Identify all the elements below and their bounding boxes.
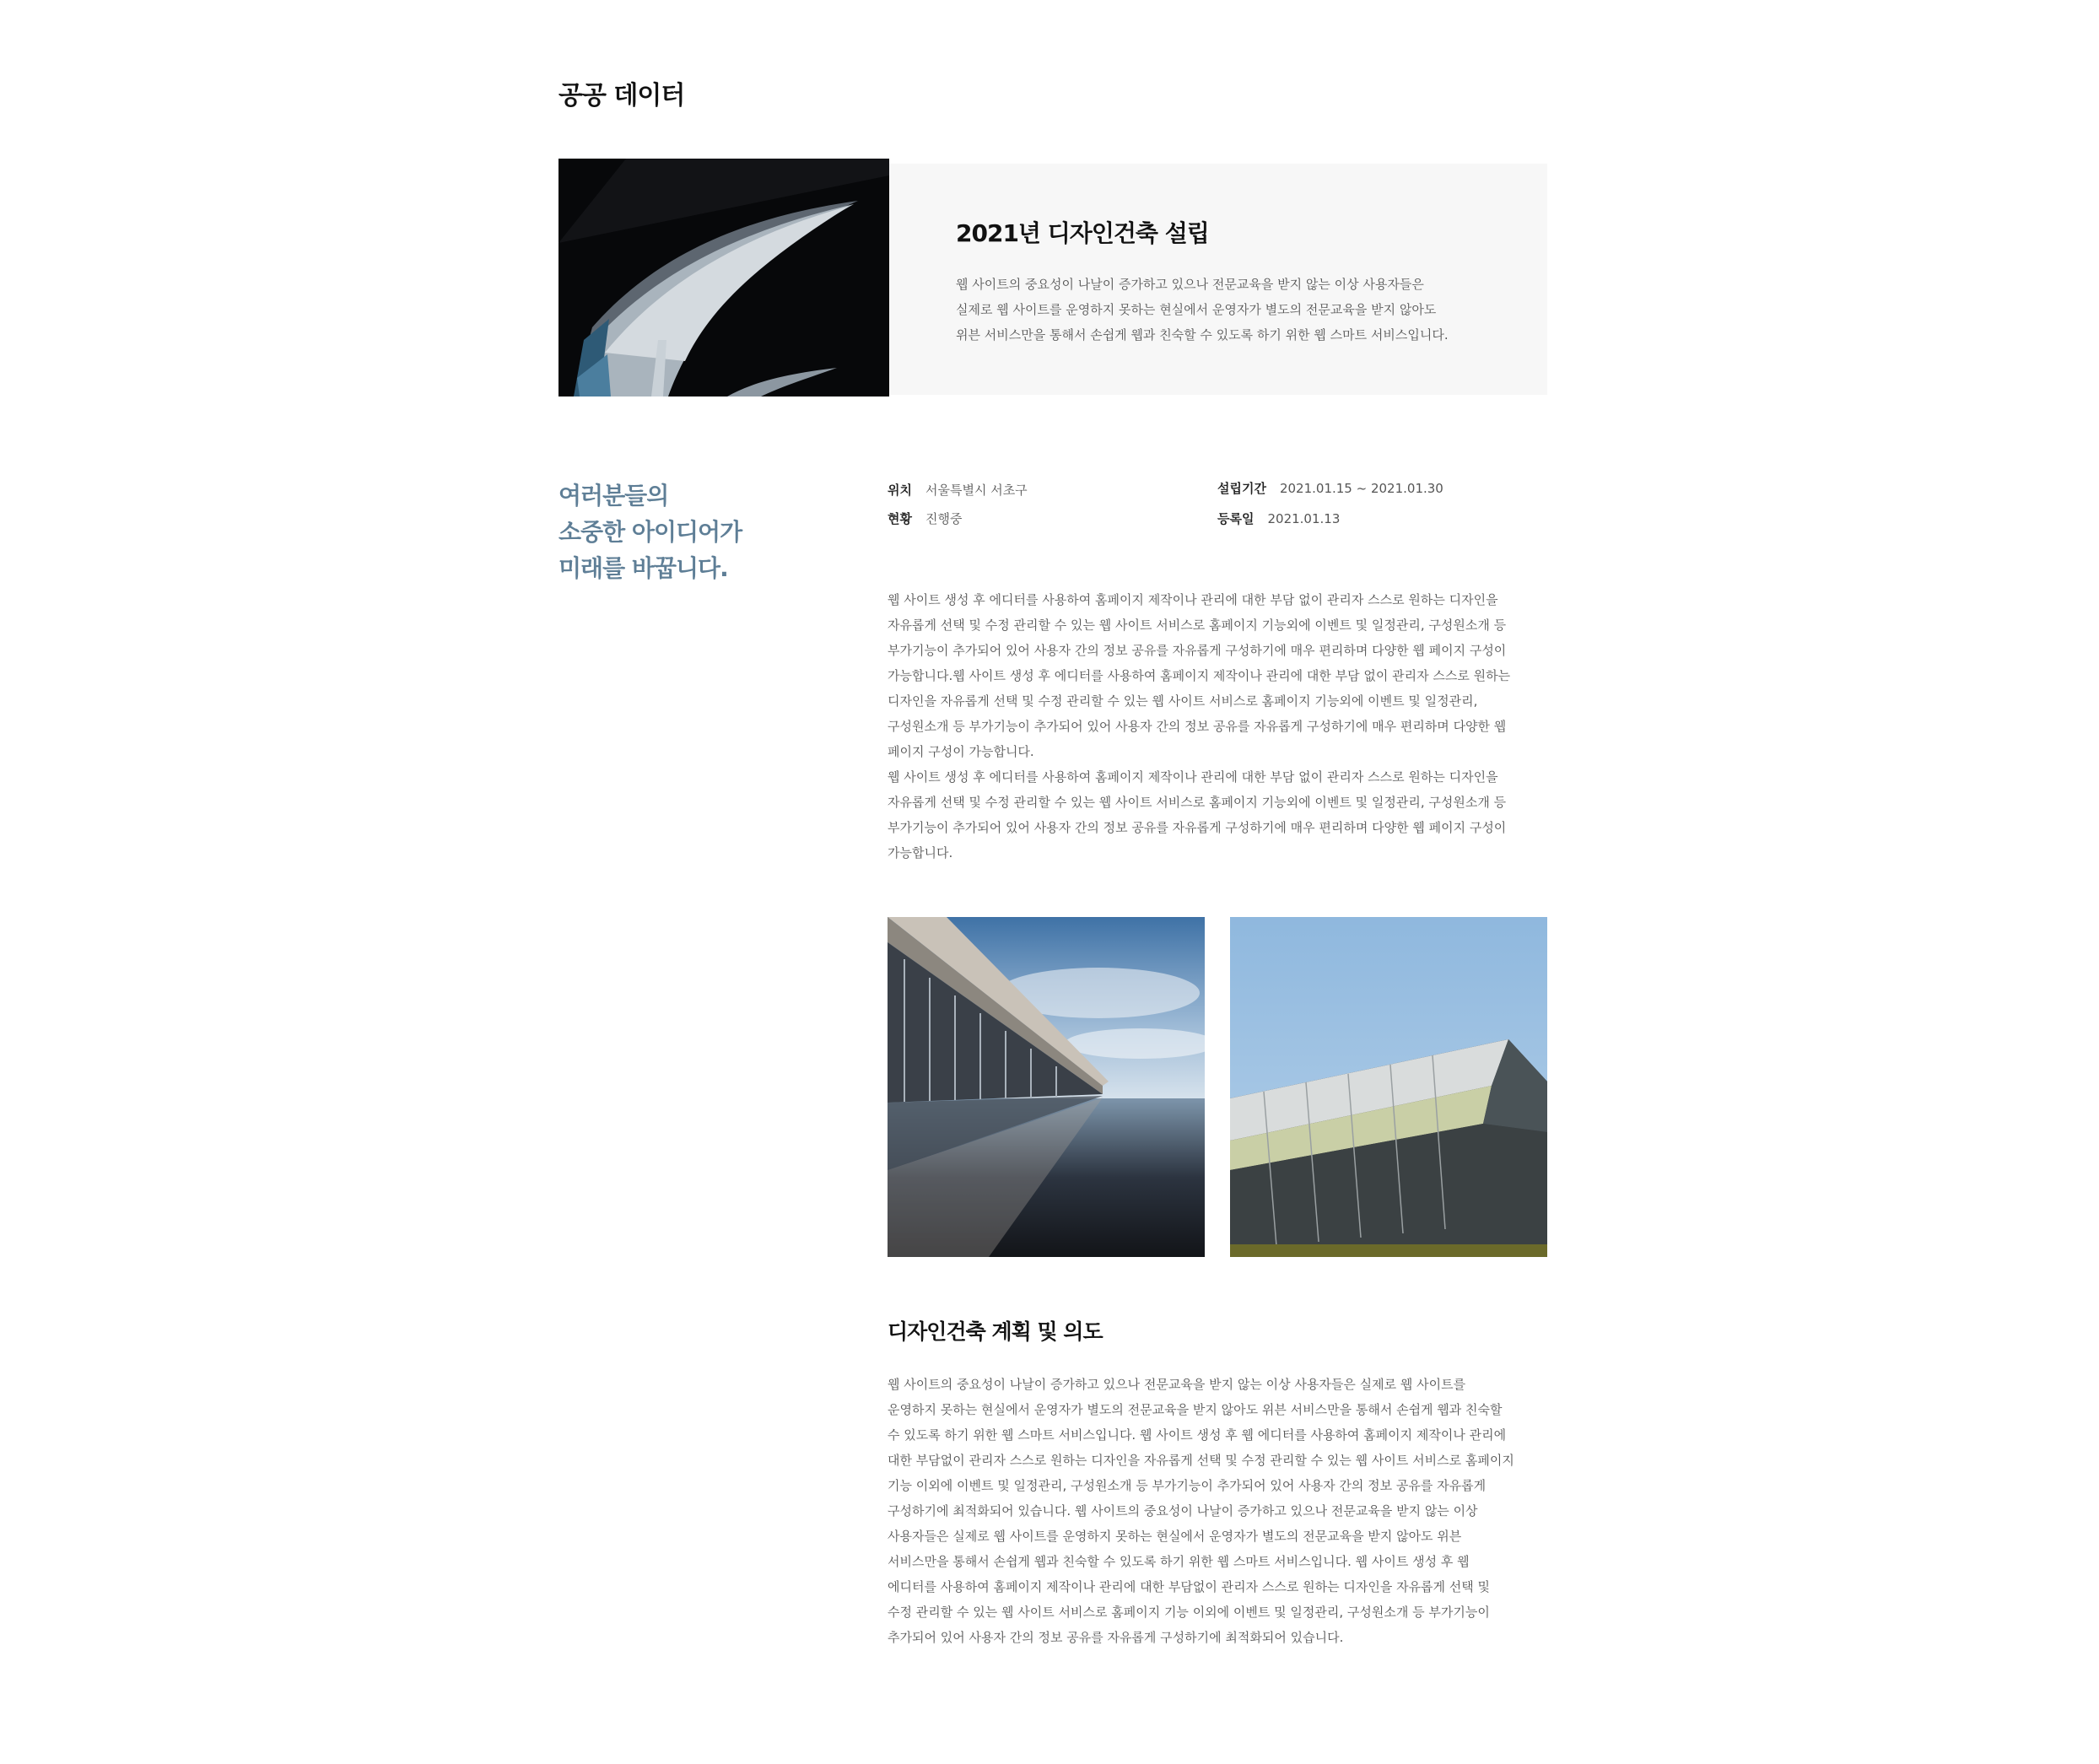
body-line: 가능합니다.웹 사이트 생성 후 에디터를 사용하여 홈페이지 제작이나 관리에 대한 부담 없이 관리자 스스로 원하는: [888, 668, 1511, 683]
hero-image: [558, 159, 889, 396]
info-period: [1217, 479, 1443, 497]
plan-line: 추가되어 있어 사용자 간의 정보 공유를 자유롭게 구성하기에 최적화되어 있습니다.: [888, 1630, 1344, 1645]
hero-description-line: 위븐 서비스만을 통해서 손쉽게 웹과 친숙할 수 있도록 하기 위한 웹 스마트 서비스입니다.: [956, 327, 1449, 343]
info-status: [888, 510, 962, 527]
photo-building-facade: [1230, 917, 1547, 1257]
body-line: 자유롭게 선택 및 수정 관리할 수 있는 웹 사이트 서비스로 홈페이지 기능외에 이벤트 및 일정관리, 구성원소개 등: [888, 795, 1507, 810]
info-location: [888, 481, 1028, 499]
plan-line: 수 있도록 하기 위한 웹 스마트 서비스입니다. 웹 사이트 생성 후 웹 에디터를 사용하여 홈페이지 제작이나 관리에: [888, 1427, 1507, 1443]
page-title: 공공 데이터: [558, 81, 685, 111]
slogan-line: 소중한 아이디어가: [558, 518, 742, 546]
slogan-line: 여러분들의: [558, 482, 669, 510]
hero-description: [956, 272, 1530, 348]
info-registered-value: 2021.01.13: [1267, 511, 1341, 526]
info-status-label: 현황: [888, 511, 912, 526]
body-line: 자유롭게 선택 및 수정 관리할 수 있는 웹 사이트 서비스로 홈페이지 기능외에 이벤트 및 일정관리, 구성원소개 등: [888, 618, 1507, 633]
plan-line: 사용자들은 실제로 웹 사이트를 운영하지 못하는 현실에서 운영자가 별도의 전문교육을 받지 않아도 위븐: [888, 1529, 1462, 1544]
plan-line: 대한 부담없이 관리자 스스로 원하는 디자인을 자유롭게 선택 및 수정 관리할 수 있는 웹 사이트 서비스로 홈페이지: [888, 1453, 1514, 1468]
body-line: 페이지 구성이 가능합니다.: [888, 744, 1034, 759]
hero-title: 2021년 디자인건축 설립: [956, 219, 1209, 247]
plan-text: [888, 1372, 1554, 1650]
info-location-value: 서울특별시 서초구: [925, 483, 1028, 498]
body-line: 부가기능이 추가되어 있어 사용자 간의 정보 공유를 자유롭게 구성하기에 매우 편리하며 다양한 웹 페이지 구성이: [888, 820, 1507, 835]
building-water-reflection-photo-icon: [888, 917, 1205, 1257]
body-line: 웹 사이트 생성 후 에디터를 사용하여 홈페이지 제작이나 관리에 대한 부담 없이 관리자 스스로 원하는 디자인을: [888, 592, 1498, 607]
body-line: 가능합니다.: [888, 845, 953, 860]
plan-line: 에디터를 사용하여 홈페이지 제작이나 관리에 대한 부담없이 관리자 스스로 원하는 디자인을 자유롭게 선택 및: [888, 1579, 1491, 1594]
architecture-photo-icon: [558, 159, 889, 396]
info-period-label: 설립기간: [1217, 481, 1266, 496]
hero-description-line: 실제로 웹 사이트를 운영하지 못하는 현실에서 운영자가 별도의 전문교육을 받지 않아도: [956, 302, 1437, 317]
slogan: [558, 477, 742, 586]
plan-line: 웹 사이트의 중요성이 나날이 증가하고 있으나 전문교육을 받지 않는 이상 사용자들은 실제로 웹 사이트를: [888, 1377, 1466, 1392]
hero-description-line: 웹 사이트의 중요성이 나날이 증가하고 있으나 전문교육을 받지 않는 이상 사용자들은: [956, 277, 1424, 292]
building-facade-sky-photo-icon: [1230, 917, 1547, 1257]
body-text: [888, 587, 1554, 866]
plan-line: 구성하기에 최적화되어 있습니다. 웹 사이트의 중요성이 나날이 증가하고 있으나 전문교육을 받지 않는 이상: [888, 1503, 1478, 1519]
body-line: 구성원소개 등 부가기능이 추가되어 있어 사용자 간의 정보 공유를 자유롭게 구성하기에 매우 편리하며 다양한 웹: [888, 719, 1507, 734]
body-line: 디자인을 자유롭게 선택 및 수정 관리할 수 있는 웹 사이트 서비스로 홈페이지 기능외에 이벤트 및 일정관리,: [888, 693, 1478, 709]
info-registered-label: 등록일: [1217, 511, 1255, 526]
body-line: 웹 사이트 생성 후 에디터를 사용하여 홈페이지 제작이나 관리에 대한 부담 없이 관리자 스스로 원하는 디자인을: [888, 769, 1498, 785]
body-line: 부가기능이 추가되어 있어 사용자 간의 정보 공유를 자유롭게 구성하기에 매우 편리하며 다양한 웹 페이지 구성이: [888, 643, 1507, 658]
plan-line: 서비스만을 통해서 손쉽게 웹과 친숙할 수 있도록 하기 위한 웹 스마트 서비스입니다. 웹 사이트 생성 후 웹: [888, 1554, 1470, 1569]
plan-line: 기능 이외에 이벤트 및 일정관리, 구성원소개 등 부가기능이 추가되어 있어 사용자 간의 정보 공유를 자유롭게: [888, 1478, 1487, 1493]
plan-section-title: 디자인건축 계획 및 의도: [888, 1319, 1103, 1344]
info-period-value: 2021.01.15 ~ 2021.01.30: [1279, 481, 1443, 496]
info-location-label: 위치: [888, 483, 912, 498]
slogan-line: 미래를 바꿉니다.: [558, 554, 728, 582]
plan-line: 운영하지 못하는 현실에서 운영자가 별도의 전문교육을 받지 않아도 위븐 서비스만을 통해서 손쉽게 웹과 친숙할: [888, 1402, 1503, 1417]
info-registered: [1217, 510, 1340, 527]
photo-building-reflection: [888, 917, 1205, 1257]
info-status-value: 진행중: [925, 511, 963, 526]
plan-line: 수정 관리할 수 있는 웹 사이트 서비스로 홈페이지 기능 이외에 이벤트 및 일정관리, 구성원소개 등 부가기능이: [888, 1605, 1490, 1620]
